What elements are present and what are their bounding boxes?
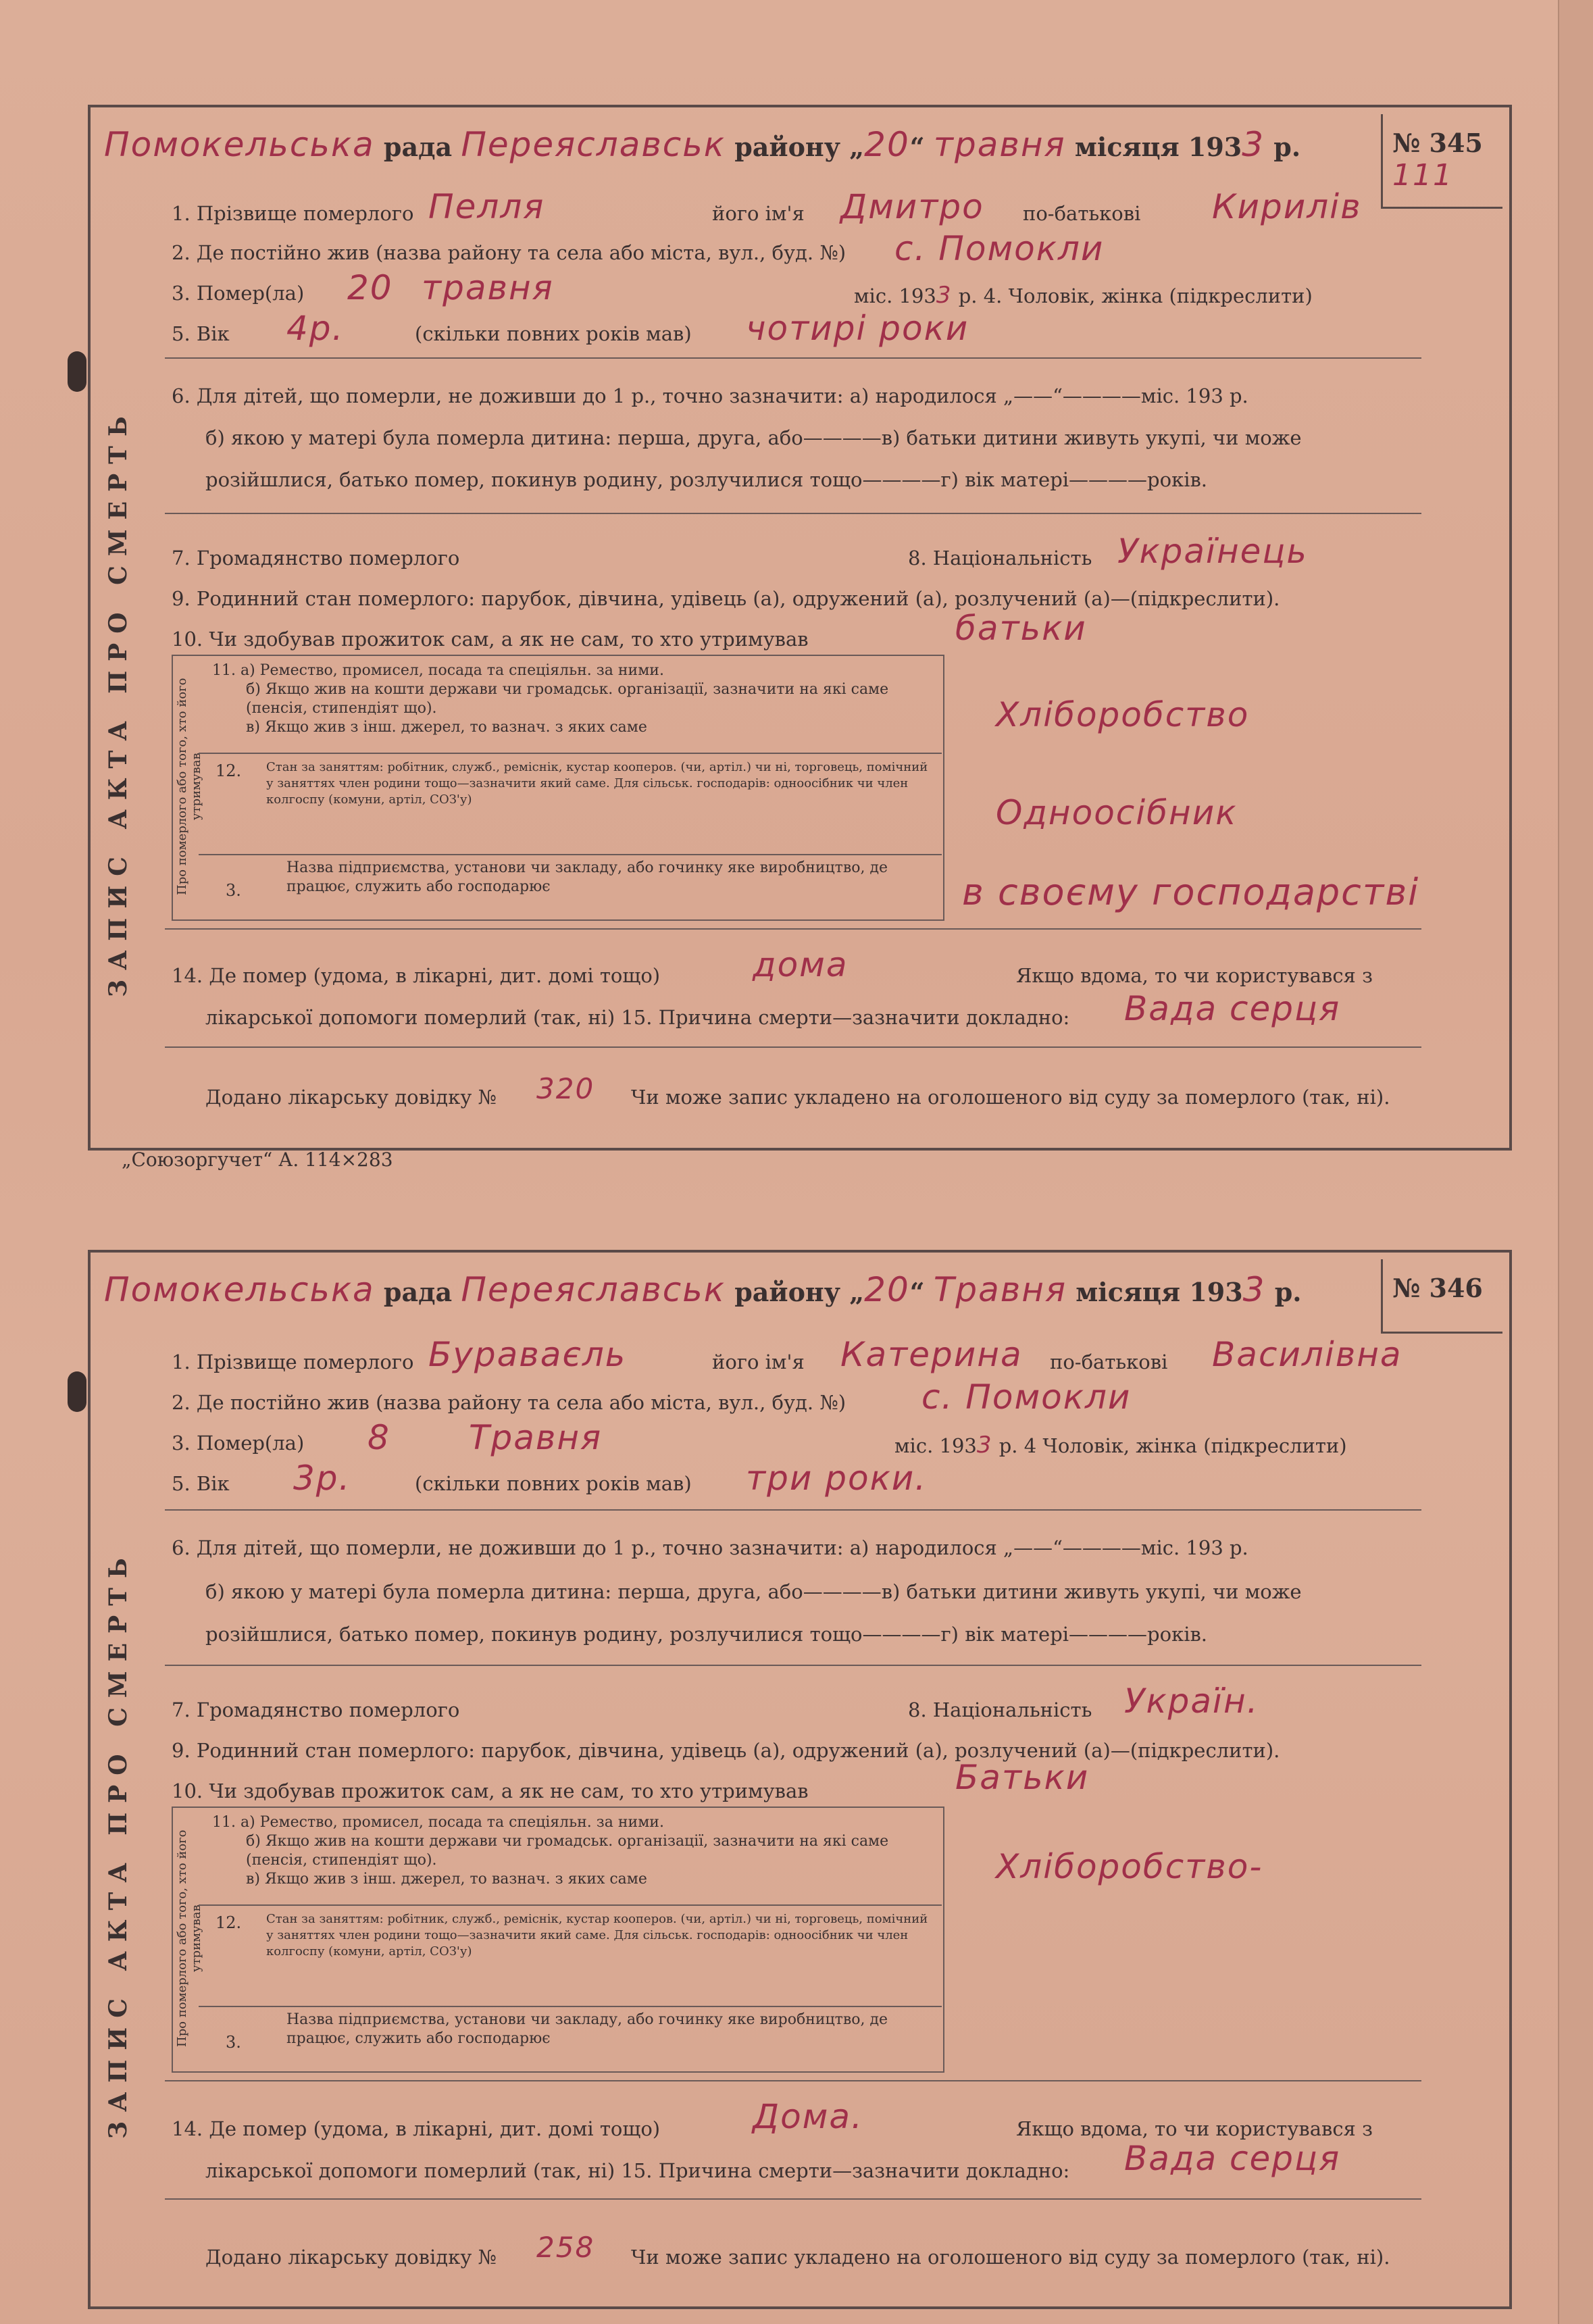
line-8: 8. Національність [908,1698,1092,1721]
supporter-value: батьки [955,609,1087,648]
line-5b: (скільки повних років мав) [415,1472,692,1495]
printer-imprint: „Союзоргучет“ А. 114×283 [122,1148,393,1171]
line-16b: Чи може запис укладено на оголошеного від суду за померлого (так, ні). [631,2246,1390,2269]
line-5b: (скільки повних років мав) [415,322,692,345]
line-3b: міс. 1933 р. 4 Чоловік, жінка (підкреслити) [894,1432,1347,1459]
death-month-value: Травня [469,1418,603,1457]
divider [165,2080,1421,2081]
certificate-value: 320 [536,1072,595,1105]
divider [165,2198,1421,2200]
age-words-value: три роки. [746,1459,928,1498]
line-11: 11. а) Ремество, промисел, посада та спеціяльн. за ними. б) Якщо жив на кошти держави чи громадськ. організації, зазначити на які саме (пенсія, стипендіят що). в) Якщо жив з інш. джерел, то вазнач. з яких саме [212,1814,889,1888]
age-value: 4р. [286,309,345,348]
divider [165,928,1421,930]
workplace-value: в своєму господарстві [962,871,1420,913]
line-1c: по-батькові [1050,1350,1168,1373]
line-12-number: 12. [216,761,242,780]
record-number-secondary: 111 [1392,158,1453,193]
divider [165,357,1421,359]
divider [199,854,942,855]
line-12: Стан за заняттям: робітник, служб., реміснік, кустар кооперов. (чи, артіл.) чи ні, торговець, помічний у заняттях член родини тощо—зазначити який саме. Для сільськ. господарів: одноосібник чи член колгоспу (комуни, артіл, СОЗ'у) [266,1912,928,1959]
line-6c: розійшлися, батько помер, покинув родину, розлучилися тощо————г) вік матері————років. [205,468,1208,491]
line-3b: міс. 1933 р. 4. Чоловік, жінка (підкреслити) [854,282,1313,309]
divider [165,513,1421,514]
record-number-box [1381,114,1502,209]
line-16: Додано лікарську довідку № [205,2246,497,2269]
divider [199,753,942,754]
line-5: 5. Вік [172,1472,230,1495]
divider [165,1665,1421,1666]
binding-hole [68,1371,86,1412]
line-14b: Якщо вдома, то чи користувався з [1016,2117,1373,2140]
line-13: Назва підприємства, установи чи закладу, або гочинку яке виробництво, де працює, служить або господарює [286,859,888,895]
line-6b: б) якою у матері була померла дитина: перша, друга, або————в) батьки дитини живуть укупі, чи може [205,426,1302,449]
nationality-value: Українець [1117,532,1308,571]
line-12: Стан за заняттям: робітник, служб., реміснік, кустар кооперов. (чи, артіл.) чи ні, торговець, помічний у заняттях член родини тощо—зазначити який саме. Для сільськ. господарів: одноосібник чи член колгоспу (комуни, артіл, СОЗ'у) [266,760,928,807]
residence-value: с. Помокли [921,1378,1132,1417]
line-14: 14. Де помер (удома, в лікарні, дит. домі тощо) [172,964,661,987]
line-1b: його ім'я [712,1350,805,1373]
line-3: 3. Помер(ла) [172,1432,305,1455]
supporter-value: Батьки [955,1758,1090,1797]
line-9: 9. Родинний стан померлого: парубок, дівчина, удівець (а), одружений (а), розлучений (а)—(підкреслити). [172,1739,1280,1762]
line-14b: Якщо вдома, то чи користувався з [1016,964,1373,987]
patronymic-value: Василівна [1212,1335,1402,1374]
line-1c: по-батькові [1023,202,1141,225]
occupation-value: Хліборобство- [996,1847,1263,1886]
cause-value: Вада серця [1124,989,1341,1028]
name-value: Дмитро [840,187,984,226]
status-value: Одноосібник [996,793,1238,832]
line-7: 7. Громадянство померлого [172,1698,460,1721]
surname-value: Пелля [428,187,545,226]
line-5: 5. Вік [172,322,230,345]
line-1: 1. Прізвище померлого [172,202,414,225]
line-12-number: 12. [216,1913,242,1932]
record-number-box [1381,1259,1502,1334]
line-13-number: 3. [226,2033,241,2052]
line-6b: б) якою у матері була померла дитина: перша, друга, або————в) батьки дитини живуть укупі, чи може [205,1580,1302,1603]
surname-value: Бураваєль [428,1335,627,1374]
line-8: 8. Національність [908,547,1092,570]
divider [199,2006,942,2007]
divider [199,1904,942,1906]
line-1: 1. Прізвище померлого [172,1350,414,1373]
binding-hole [68,351,86,392]
line-6a: 6. Для дітей, що померли, не доживши до 1 р., точно зазначити: а) народилося „——“————міс. 193 р. [172,384,1248,407]
line-10: 10. Чи здобував прожиток сам, а як не сам, то хто утримував [172,628,809,651]
occupation-side-label: Про померлого або того, хто його утримував [175,678,203,895]
death-place-value: дома [753,945,849,984]
line-2: 2. Де постійно жив (назва району та села або міста, вул., буд. №) [172,1391,846,1414]
line-1b: його ім'я [712,202,805,225]
death-month-value: травня [422,268,554,307]
age-value: 3р. [293,1459,351,1498]
cause-value: Вада серця [1124,2139,1341,2178]
page-edge [1558,0,1593,2324]
record-header: Помокельська рада Переяславськ району „20“ Травня місяця 1933 р. [104,1270,1302,1309]
line-9: 9. Родинний стан померлого: парубок, дівчина, удівець (а), одружений (а), розлучений (а)—(підкреслити). [172,587,1280,610]
record-number: № 345 [1392,128,1483,158]
death-record-card [88,105,1512,1151]
line-11: 11. а) Ремество, промисел, посада та спеціяльн. за ними. б) Якщо жив на кошти держави чи громадськ. організації, зазначити на які саме (пенсія, стипендіят що). в) Якщо жив з інш. джерел, то вазнач. з яких саме [212,662,889,736]
line-6c: розійшлися, батько помер, покинув родину, розлучилися тощо————г) вік матері————років. [205,1623,1208,1646]
certificate-value: 258 [536,2231,595,2264]
occupation-side-label: Про померлого або того, хто його утримував [175,1829,203,2047]
occupation-value: Хліборобство [996,695,1250,734]
line-14: 14. Де помер (удома, в лікарні, дит. домі тощо) [172,2117,661,2140]
line-6a: 6. Для дітей, що померли, не доживши до 1 р., точно зазначити: а) народилося „——“————міс. 193 р. [172,1536,1248,1559]
record-number: № 346 [1392,1273,1483,1303]
line-2: 2. Де постійно жив (назва району та села або міста, вул., буд. №) [172,241,846,264]
patronymic-value: Кирилів [1212,187,1362,226]
divider [165,1046,1421,1048]
side-title: ЗАПИС АКТА ПРО СМЕРТЬ [104,407,132,997]
line-3: 3. Помер(ла) [172,282,305,305]
death-day-value: 20 [347,268,393,307]
death-day-value: 8 [368,1418,390,1457]
line-14c: лікарської допомоги померлий (так, ні) 15. Причина смерти—зазначити докладно: [205,2159,1070,2182]
line-13-number: 3. [226,881,241,900]
line-16: Додано лікарську довідку № [205,1086,497,1109]
residence-value: с. Помокли [894,229,1105,268]
divider [165,1509,1421,1511]
record-header: Помокельська рада Переяславськ району „20“ травня місяця 1933 р. [104,125,1301,164]
death-record-card [88,1250,1512,2309]
nationality-value: Україн. [1124,1682,1259,1721]
line-10: 10. Чи здобував прожиток сам, а як не сам, то хто утримував [172,1779,809,1802]
line-13: Назва підприємства, установи чи закладу, або гочинку яке виробництво, де працює, служить або господарює [286,2011,888,2047]
line-7: 7. Громадянство померлого [172,547,460,570]
age-words-value: чотирі роки [746,309,969,348]
name-value: Катерина [840,1335,1023,1374]
death-place-value: Дома. [753,2097,863,2136]
line-14c: лікарської допомоги померлий (так, ні) 15. Причина смерти—зазначити докладно: [205,1006,1070,1029]
line-16b: Чи може запис укладено на оголошеного від суду за померлого (так, ні). [631,1086,1390,1109]
side-title: ЗАПИС АКТА ПРО СМЕРТЬ [104,1548,132,2139]
